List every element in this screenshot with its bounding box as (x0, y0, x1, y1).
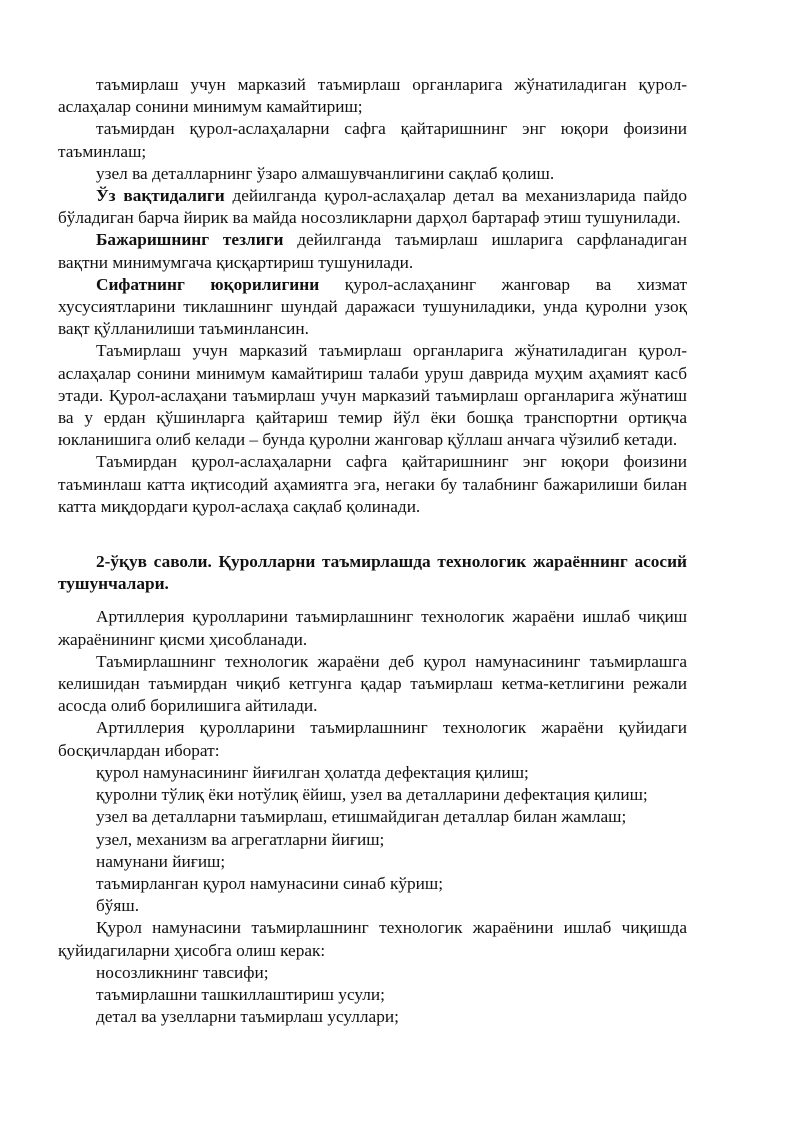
list-item: детал ва узелларни таъмирлаш усуллари; (96, 1007, 399, 1027)
defined-term: Сифатнинг юқорилигини (96, 274, 320, 294)
paragraph: Таъмирдан қурол-аслаҳаларни сафга қайтаришнинг энг юқори фоизини таъминлаш катта иқтисодий аҳамиятга эга, негаки бу талабнинг бажарилиши билан катта миқдордаги қурол-аслаҳа сақлаб қолинади. (58, 452, 687, 516)
list-item: узел, механизм ва агрегатларни йиғиш; (96, 829, 385, 849)
paragraph: Таъмирлаш учун марказий таъмирлаш органларига жўнатиладиган қурол-аслаҳалар сонини минимум камайтириш талаби уруш даврида муҳим аҳамият касб этади. Қурол-аслаҳани таъмирлаш учун марказий таъмирлаш органларига жўнатиш ва у ердан қўшинларга қайтариш темир йўл ёки бошқа транспортни ортиқча юкланишига олиб келади – бунда қуролни жанговар қўллаш анчага чўзилиб кетади. (58, 341, 687, 450)
list-item: қурол намунасининг йиғилган ҳолатда дефектация қилиш; (96, 762, 529, 782)
section-heading: 2-ўқув саволи. Қуролларни таъмирлашда технологик жараённинг асосий тушунчалари. (58, 552, 687, 594)
definition-text: қурол-аслаҳанинг жанговар ва хизмат хусусиятларини тиклашнинг шундай даражаси тушуниладики, унда қуролни узоқ вақт қўлланилиши таъминлансин. (58, 274, 688, 339)
paragraph: Қурол намунасини таъмирлашнинг технологик жараёнини ишлаб чиқишда қуйидагиларни ҳисобга олиш керак: (58, 918, 687, 960)
definition-paragraph (58, 229, 687, 273)
paragraph: Артиллерия қуролларини таъмирлашнинг технологик жараёни ишлаб чиқиш жараёнининг қисми ҳисобланади. (58, 607, 687, 649)
list-item: намунани йиғиш; (96, 851, 226, 871)
list-item: узел ва деталларни таъмирлаш, етишмайдиган деталлар билан жамлаш; (96, 807, 627, 827)
list-item: носозликнинг тавсифи; (96, 962, 269, 982)
definition-text: дейилганда қурол-аслаҳалар детал ва механизларида пайдо бўладиган барча йирик ва майда носозликларни дарҳол бартараф этиш тушунилади. (58, 186, 687, 228)
paragraph: таъмирлаш учун марказий таъмирлаш органларига жўнатиладиган қурол-аслаҳалар сонини минимум камайтириш; (58, 75, 687, 117)
definition-text: дейилганда таъмирлаш ишларига сарфланадиган вақтни минимумгача қисқартириш тушунилади. (58, 230, 687, 272)
paragraph: узел ва деталларнинг ўзаро алмашувчанлигини сақлаб қолиш. (96, 163, 555, 183)
definition-paragraph (58, 185, 687, 229)
definition-paragraph (58, 274, 687, 341)
defined-term: Ўз вақтидалиги (96, 186, 225, 206)
paragraph: таъмирдан қурол-аслаҳаларни сафга қайтаришнинг энг юқори фоизини таъминлаш; (58, 119, 687, 161)
list-item: бўяш. (96, 896, 140, 916)
defined-term: Бажаришнинг тезлиги (96, 230, 284, 250)
document-page (58, 74, 687, 1028)
list-item: таъмирлашни ташкиллаштириш усули; (96, 984, 385, 1004)
list-item: қуролни тўлиқ ёки нотўлиқ ёйиш, узел ва деталларини дефектация қилиш; (96, 785, 648, 805)
paragraph: Артиллерия қуролларини таъмирлашнинг технологик жараёни қуйидаги босқичлардан иборат: (58, 718, 687, 760)
list-item: таъмирланган қурол намунасини синаб кўриш; (96, 873, 444, 893)
paragraph: Таъмирлашнинг технологик жараёни деб қурол намунасининг таъмирлашга келишидан таъмирдан чиқиб кетгунга қадар таъмирлаш кетма-кетлигини режали асосда олиб борилишига айтилади. (58, 651, 687, 716)
